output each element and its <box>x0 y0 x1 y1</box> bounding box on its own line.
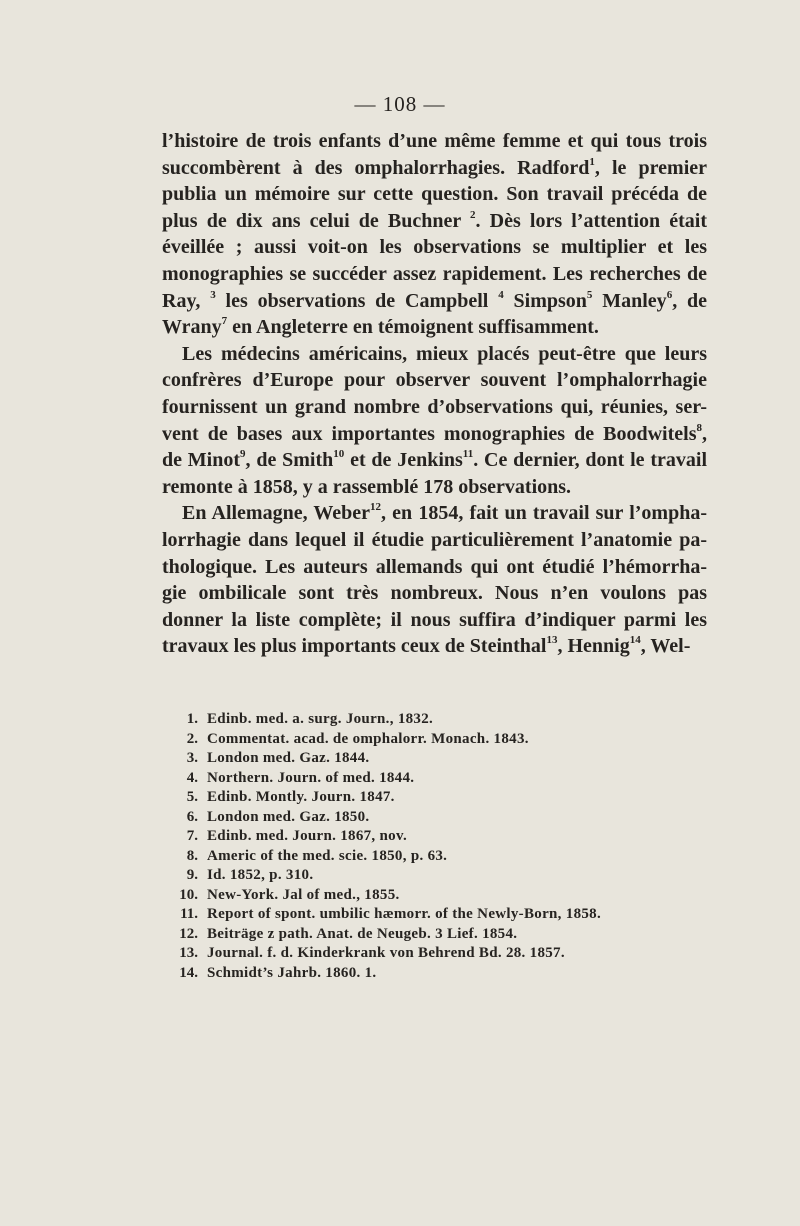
footnote-number: 5. <box>186 789 198 805</box>
footnote-number: 1. <box>186 711 198 727</box>
footnote-number: 10. <box>179 886 198 903</box>
footnote <box>170 749 670 769</box>
text-segment: éveillée ; aussi voit-on les observations se multiplier et les <box>162 236 707 259</box>
footnote <box>170 710 670 730</box>
text-segment: Les médecins américains, mieux placés peut-être que leurs <box>182 342 707 365</box>
footnote-ref: 5 <box>586 288 593 301</box>
footnote-ref: 12 <box>370 501 382 514</box>
text-segment: et de Jenkins <box>344 449 463 472</box>
footnote <box>170 808 670 828</box>
text-segment: les observations de Campbell <box>215 289 499 312</box>
text-segment: . Dès lors l’attention était <box>475 209 708 232</box>
text-line <box>162 554 707 581</box>
footnote-text: New-York. Jal of med., 1855. <box>207 886 400 903</box>
text-segment: , <box>702 422 707 445</box>
text-line <box>162 314 707 341</box>
footnote-ref: 9 <box>240 448 246 461</box>
footnote <box>170 866 670 886</box>
footnote-number: 3. <box>186 750 198 766</box>
footnote-number: 4. <box>186 769 198 786</box>
footnote-number: 11. <box>180 906 198 922</box>
footnote-text: Edinb. med. Journ. 1867, nov. <box>207 828 408 844</box>
text-line <box>162 234 707 261</box>
footnote <box>170 827 670 847</box>
text-line <box>162 288 707 315</box>
footnote-number: 6. <box>186 808 198 825</box>
footnote-number: 12. <box>179 925 198 942</box>
text-segment: publia un mémoire sur cette question. Son travail précéda de <box>162 183 707 206</box>
text-segment: donner la liste complète; il nous suffira d’indiquer parmi les <box>162 608 707 631</box>
text-line <box>162 367 707 394</box>
page-number: — 108 — <box>354 92 446 116</box>
text-segment: En Allemagne, Weber <box>182 502 371 525</box>
text-segment: plus de dix ans celui de Buchner <box>162 209 471 232</box>
text-segment: monographies se succéder assez rapidement. Les recherches de <box>162 262 707 285</box>
footnote <box>170 925 670 945</box>
footnote <box>170 964 670 984</box>
footnote-number: 8. <box>186 847 198 864</box>
footnote-text: Commentat. acad. de omphalorr. Monach. 1843. <box>207 730 529 747</box>
text-segment: thologique. Les auteurs allemands qui ont étudié l’hémorrha- <box>162 555 707 578</box>
footnote-ref: 4 <box>498 288 504 301</box>
footnote-text: Edinb. med. a. surg. Journ., 1832. <box>207 711 434 727</box>
text-line <box>162 500 707 527</box>
text-segment: confrères d’Europe pour observer souvent l’omphalorrhagie <box>162 369 707 392</box>
text-line <box>162 474 707 501</box>
text-segment: , en 1854, fait un travail sur l’ompha- <box>381 502 707 525</box>
text-segment: . Ce dernier, dont le travail <box>473 449 708 472</box>
footnote <box>170 905 670 925</box>
footnote-ref: 11 <box>462 448 474 461</box>
text-line <box>162 421 707 448</box>
footnote-ref: 10 <box>333 448 345 461</box>
footnote-text: Id. 1852, p. 310. <box>207 867 314 883</box>
footnote <box>170 847 670 867</box>
footnote <box>170 730 670 750</box>
text-segment: Simpson <box>503 289 587 312</box>
footnote <box>170 769 670 789</box>
footnote-text: Schmidt’s Jahrb. 1860. 1. <box>207 964 377 981</box>
text-segment: en Angleterre en témoignent suffisamment. <box>227 316 599 339</box>
text-segment: l’histoire de trois enfants d’une même femme et qui tous trois <box>162 130 707 152</box>
footnote-text: London med. Gaz. 1844. <box>207 750 370 766</box>
paragraph <box>162 500 707 660</box>
paragraph <box>162 341 707 501</box>
text-segment: , de <box>672 289 708 312</box>
footnote-ref: 13 <box>546 634 558 647</box>
text-segment: de Minot <box>162 449 241 472</box>
footnote-ref: 3 <box>210 288 216 301</box>
text-line <box>162 208 707 235</box>
footnote-text: Edinb. Montly. Journ. 1847. <box>207 789 395 805</box>
text-line <box>162 394 707 421</box>
text-segment: Manley <box>592 289 667 312</box>
footnote-text: Northern. Journ. of med. 1844. <box>207 769 415 786</box>
body-text <box>162 128 707 660</box>
text-line <box>162 607 707 634</box>
text-line <box>162 181 707 208</box>
footnote-number: 9. <box>186 867 198 883</box>
footnote-text: Americ of the med. scie. 1850, p. 63. <box>207 847 448 864</box>
footnote-number: 2. <box>186 730 198 747</box>
text-line <box>162 155 707 182</box>
text-line <box>162 580 707 607</box>
text-segment: Wrany <box>162 316 222 339</box>
text-segment: , le premier <box>594 156 707 179</box>
text-segment: , de Smith <box>245 449 334 472</box>
footnote-number: 7. <box>186 828 198 844</box>
footnote <box>170 944 670 964</box>
paragraph <box>162 128 707 341</box>
footnote-number: 13. <box>179 945 198 961</box>
footnote-text: Beiträge z path. Anat. de Neugeb. 3 Lief. 1854. <box>207 925 518 942</box>
text-line <box>162 527 707 554</box>
footnote-ref: 14 <box>629 634 641 647</box>
footnote-text: London med. Gaz. 1850. <box>207 808 370 825</box>
text-segment: Ray, <box>162 289 211 312</box>
footnote <box>170 788 670 808</box>
footnote <box>170 886 670 906</box>
text-segment: succombèrent à des omphalorrhagies. Radford <box>162 156 590 179</box>
text-segment: vent de bases aux importantes monographies de Boodwitels <box>162 422 697 445</box>
footnote-ref: 7 <box>221 315 228 328</box>
text-segment: , Wel- <box>640 635 691 658</box>
footnote-text: Journal. f. d. Kinderkrank von Behrend Bd. 28. 1857. <box>207 945 565 961</box>
text-segment: gie ombilicale sont très nombreux. Nous n’en voulons pas <box>162 582 707 605</box>
text-segment: lorrhagie dans lequel il étudie particulièrement l’anatomie pa- <box>162 528 707 551</box>
text-segment: fournissent un grand nombre d’observations qui, réunies, ser- <box>162 395 707 418</box>
text-line <box>162 447 707 474</box>
text-segment: travaux les plus importants ceux de Steinthal <box>162 635 547 658</box>
text-segment: , Hennig <box>557 635 630 658</box>
footnote-ref: 1 <box>589 155 595 168</box>
footnotes-list <box>170 710 670 983</box>
text-line <box>162 341 707 368</box>
footnote-ref: 8 <box>696 421 702 434</box>
footnote-text: Report of spont. umbilic hæmorr. of the Newly-Born, 1858. <box>207 906 602 922</box>
text-segment: remonte à 1858, y a rassemblé 178 observations. <box>162 475 572 498</box>
text-line <box>162 261 707 288</box>
text-line <box>162 633 707 660</box>
footnote-ref: 2 <box>470 208 476 221</box>
footnote-ref: 6 <box>666 288 673 301</box>
text-line <box>162 128 707 155</box>
footnote-number: 14. <box>179 964 198 981</box>
